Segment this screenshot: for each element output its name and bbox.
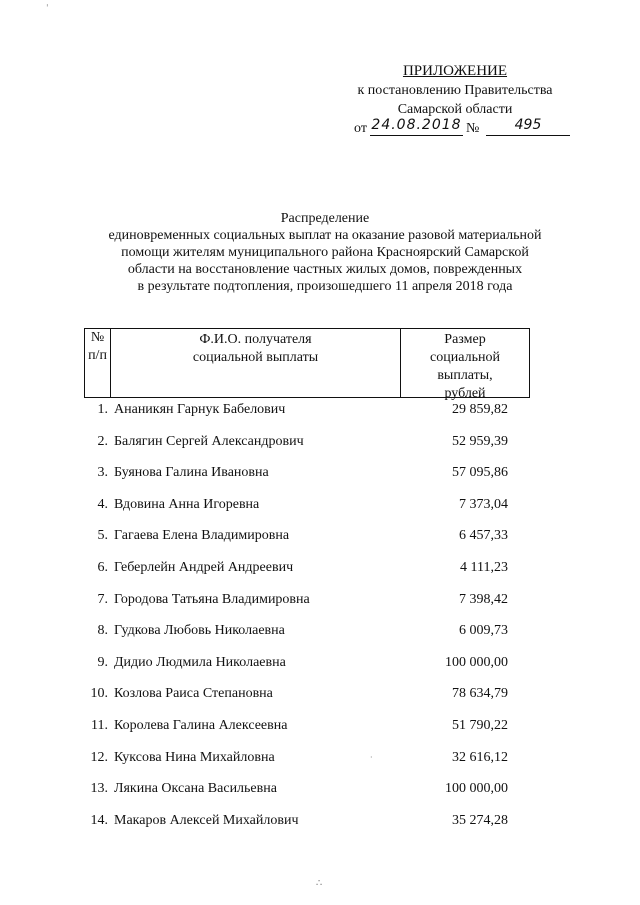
row-number: 4. [97,496,108,512]
title-line-3: помощи жителям муниципального района Красноярский Самарской [121,245,529,260]
scan-speck-icon: ˈ [46,4,49,14]
payment-amount: 6 009,73 [459,623,508,639]
recipient-name: Городова Татьяна Владимировна [114,591,310,607]
row-number: 13. [90,781,108,797]
header-number-line-2: п/п [88,348,107,363]
handwritten-date: 24.08.2018 [370,116,463,136]
payment-amount: 52 959,39 [452,433,508,449]
payment-amount: 35 274,28 [452,812,508,828]
payment-amount: 4 111,23 [460,559,508,575]
payment-amount: 29 859,82 [452,402,508,417]
payment-amount: 78 634,79 [452,686,508,702]
recipient-name: Балягин Сергей Александрович [114,433,304,449]
document-title [80,210,570,295]
title-line-1: Распределение [280,211,370,226]
payment-amount: 100 000,00 [445,654,508,670]
payment-amount: 7 398,42 [459,591,508,607]
scan-speck-icon: · [370,753,373,762]
table-row [84,686,530,718]
row-number: 10. [90,686,108,702]
table-row [84,655,530,687]
table-header [84,328,530,401]
header-amount-line-1: Размер [444,332,486,347]
row-number: 14. [90,812,108,828]
title-line-5: в результате подтопления, произошедшего 11 апреля 2018 года [137,279,513,294]
row-number: 6. [97,559,108,575]
recipient-name: Куксова Нина Михайловна [114,749,275,765]
row-number: 9. [97,654,108,670]
recipient-name: Дидио Людмила Николаевна [114,654,286,670]
recipient-name: Лякина Оксана Васильевна [114,781,277,797]
row-number: 2. [97,433,108,449]
title-line-2: единовременных социальных выплат на оказание разовой материальной [108,228,542,243]
table-row [84,592,530,624]
table-row [84,623,530,655]
table-row [84,434,530,466]
recipient-name: Макаров Алексей Михайлович [114,812,299,828]
payment-amount: 6 457,33 [459,528,508,544]
payment-amount: 7 373,04 [459,496,508,512]
appendix-heading: ПРИЛОЖЕНИЕ [402,63,508,79]
decree-date-line [340,119,570,141]
table-row [84,813,530,845]
payment-amount: 100 000,00 [445,781,508,797]
row-number: 3. [97,465,108,481]
recipient-name: Королева Галина Алексеевна [114,717,288,733]
header-amount-line-4: рублей [444,386,486,401]
appendix-line-1: к постановлению Правительства [357,83,553,98]
payments-table-body [84,402,530,844]
recipient-name: Буянова Галина Ивановна [114,465,269,481]
date-prefix: от [354,121,367,136]
payment-amount: 57 095,86 [452,465,508,481]
recipient-name: Геберлейн Андрей Андреевич [114,559,294,575]
table-row [84,465,530,497]
table-row [84,497,530,529]
header-name-line-1: Ф.И.О. получателя [199,332,312,347]
scan-speck-icon: ∴ [316,878,323,889]
number-prefix: № [466,121,480,136]
header-amount [401,329,529,401]
row-number: 11. [91,717,108,733]
row-number: 8. [97,623,108,639]
row-number: 12. [90,749,108,765]
recipient-name: Гудкова Любовь Николаевна [114,623,285,639]
table-row [84,750,530,782]
header-recipient-name [111,329,401,397]
row-number: 7. [97,591,108,607]
recipient-name: Вдовина Анна Игоревна [114,496,260,512]
header-amount-line-2: социальной [430,350,500,365]
header-number [85,329,111,397]
header-name-line-2: социальной выплаты [192,350,319,365]
recipient-name: Ананикян Гарнук Бабелович [114,402,286,417]
title-line-4: области на восстановление частных жилых домов, поврежденных [127,262,523,277]
header-amount-line-3: выплаты, [437,368,493,383]
recipient-name: Гагаева Елена Владимировна [114,528,290,544]
row-number: 5. [97,528,108,544]
table-row [84,528,530,560]
header-number-line-1: № [90,330,105,345]
table-row [84,781,530,813]
row-number: 1. [97,402,108,417]
table-row [84,402,530,434]
recipient-name: Козлова Раиса Степановна [114,686,273,702]
payment-amount: 32 616,12 [452,749,508,765]
handwritten-number: 495 [486,116,570,136]
table-row [84,560,530,592]
appendix-line-2: Самарской области [397,102,513,117]
payment-amount: 51 790,22 [452,717,508,733]
table-row [84,718,530,750]
appendix-header [340,62,570,141]
